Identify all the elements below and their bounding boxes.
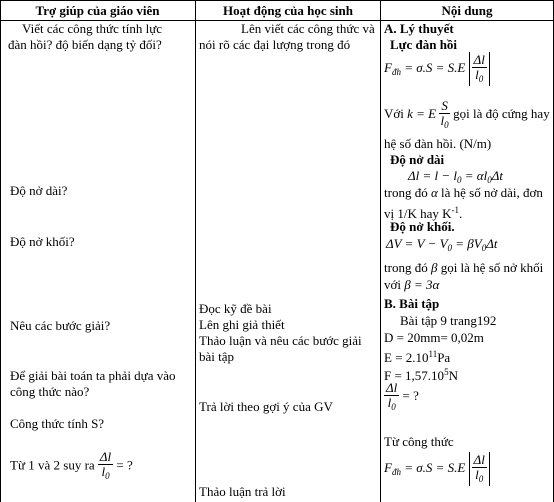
given-modulus: $E = 2.10^{11}Pa$ (384, 349, 451, 365)
header-teacher: Trợ giúp của giáo viên (35, 3, 160, 18)
table-border-top (0, 0, 554, 1)
teacher-q5-line1: Để giải bài toán ta phải dựa vào (10, 368, 176, 383)
header-content: Nội dung (441, 3, 493, 18)
elastic-force-formula-repeat: $F_{đh} = \sigma.S = S.E$ $\frac{\Delta l}{l_0}$ (384, 452, 490, 488)
teacher-q1-line2: đàn hồi? độ biến dạng tỷ đối? (8, 37, 162, 52)
elastic-force-formula: $F_{đh} = \sigma.S = S.E$ $\frac{\Delta l}{l_0}$ (384, 52, 490, 88)
exercise-title: Bài tập 9 trang192 (400, 313, 497, 328)
linear-expansion-formula: $\Delta l = l - l_0 = \alpha l_0\Delta t$ (408, 168, 503, 185)
teacher-q7-prefix: Từ 1 và 2 suy ra (10, 457, 95, 473)
teacher-q6: Công thức tính S? (10, 416, 105, 431)
section-a-title: A. Lý thuyết (384, 21, 454, 36)
student-a1-line2: nói rõ các đại lượng trong đó (199, 37, 351, 52)
teacher-q7-suffix: = ? (116, 457, 133, 473)
stiffness-suffix: gọi là độ cứng hay (453, 106, 550, 121)
linear-desc-line2: vị 1/K hay $K^{-1}$. (384, 205, 463, 221)
volume-desc-line2: với β = 3α (384, 277, 440, 292)
teacher-q2: Độ nở dài? (10, 183, 68, 198)
ratio-formula-teacher: $\frac{\Delta l}{l_0}$ (99, 449, 112, 481)
table-border-left (0, 0, 1, 502)
section-b-title: B. Bài tập (384, 296, 440, 311)
teacher-q3: Độ nở khối? (10, 234, 75, 249)
stiffness-line (384, 98, 550, 132)
teacher-q4: Nêu các bước giải? (10, 318, 111, 333)
volume-expansion-title: Độ nở khối. (390, 219, 455, 234)
column-divider-2 (380, 0, 381, 502)
teacher-q1-line1: Viết các công thức tính lực (22, 21, 163, 36)
given-force: $F = 1,57.10^5N$ (384, 367, 458, 383)
student-a4-line1: Thảo luận và nêu các bước giải (199, 333, 362, 348)
header-student: Hoạt động của học sinh (222, 3, 354, 18)
stiffness-formula: k = E $\frac{S}{l_0}$ (407, 97, 449, 130)
ratio-question: $\frac{\Delta l}{l_0}$ = ? (386, 379, 419, 412)
elastic-force-title: Lực đàn hồi (390, 37, 458, 52)
student-a2: Đọc kỹ đề bài (199, 301, 272, 316)
given-diameter: D = 20mm= 0,02m (384, 330, 484, 345)
column-divider-1 (195, 0, 196, 502)
student-a5: Trả lời theo gợi ý của GV (199, 399, 333, 414)
student-a1-line1: Lên viết các công thức và (241, 21, 375, 36)
volume-desc-line1: trong đó β gọi là hệ số nở khối (384, 260, 544, 275)
from-formula: Từ công thức (384, 434, 454, 449)
ratio-formula-content: $\frac{\Delta l}{l_0}$ (386, 379, 398, 412)
student-a3: Lên ghi giả thiết (199, 317, 285, 332)
student-a6: Thảo luận trả lời (199, 484, 286, 499)
stiffness-line2: hệ số đàn hồi. (N/m) (384, 136, 492, 151)
linear-expansion-title: Độ nở dài (390, 152, 445, 167)
teacher-q7 (10, 450, 133, 483)
linear-desc-line1: trong đó α là hệ số nở dài, đơn (384, 185, 543, 200)
stiffness-prefix: Với (384, 106, 404, 121)
teacher-q5-line2: công thức nào? (10, 384, 90, 399)
volume-expansion-formula: $\Delta V = V - V_0 = \beta V_0\Delta t$ (386, 236, 498, 253)
student-a4-line2: bài tập (199, 349, 235, 364)
